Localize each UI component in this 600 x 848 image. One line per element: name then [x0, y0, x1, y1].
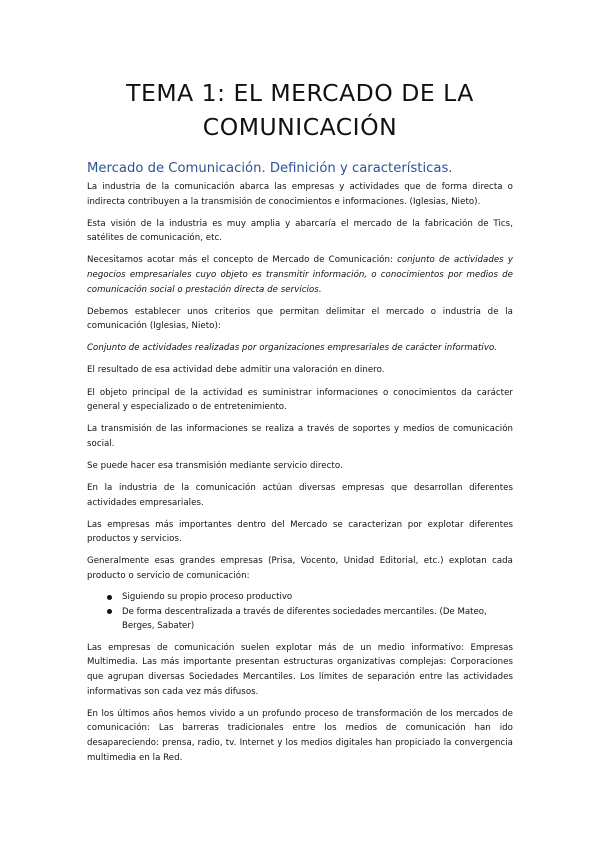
paragraph-3-lead: Necesitamos acotar más el concepto de Mercado de Comunicación: [87, 255, 398, 266]
paragraph-3-definition: conjunto de actividades y negocios empresariales cuyo objeto es transmitir información, o conocimientos por medios de comunicación social o prestación directa de servicios. [87, 255, 513, 295]
paragraph-8: La transmisión de las informaciones se realiza a través de soportes y medios de comunicación social. [87, 424, 513, 449]
paragraph-7: El objeto principal de la actividad es suministrar informaciones o conocimientos da carácter general y especializado o de entretenimiento. [87, 387, 513, 413]
list-item-text: De forma descentralizada a través de diferentes sociedades mercantiles. (De Mateo, Berges, Sabater) [122, 606, 487, 632]
list-item [107, 590, 513, 605]
paragraph-6: El resultado de esa actividad debe admitir una valoración en dinero. [87, 365, 385, 376]
bullet-list [87, 590, 513, 634]
paragraph-5: Conjunto de actividades realizadas por organizaciones empresariales de carácter informativo. [87, 343, 498, 354]
paragraph-1: La industria de la comunicación abarca las empresas y actividades que de forma directa o indirecta contribuyen a la transmisión de conocimientos e informaciones. (Iglesias, Nieto). [87, 182, 513, 207]
paragraph-4: Debemos establecer unos criterios que permitan delimitar el mercado o industria de la comunicación (Iglesias, Nieto): [87, 306, 513, 332]
paragraph-11: Las empresas más importantes dentro del Mercado se caracterizan por explotar diferentes productos y servicios. [87, 519, 513, 545]
paragraph-12: Generalmente esas grandes empresas (Prisa, Vocento, Unidad Editorial, etc.) explotan cada producto o servicio de comunicación: [87, 556, 513, 581]
bullet-icon [107, 609, 112, 614]
paragraph-9: Se puede hacer esa transmisión mediante servicio directo. [87, 460, 343, 471]
paragraph-3 [87, 253, 513, 297]
paragraph-2: Esta visión de la industria es muy amplia y abarcaría el mercado de la fabricación de Tics, satélites de comunicación, etc. [87, 218, 513, 244]
paragraph-13: Las empresas de comunicación suelen explotar más de un medio informativo: Empresas Multimedia. Las más importante presentan estructuras organizativas complejas: Corporaciones que agrupan diversas Sociedades Mercantiles. Los límites de separación entre las actividades informativas son cada vez más difusos. [87, 642, 513, 697]
paragraph-10: En la industria de la comunicación actúan diversas empresas que desarrollan diferentes actividades empresariales. [87, 483, 513, 508]
page-title: TEMA 1: EL MERCADO DE LA COMUNICACIÓN [126, 79, 474, 141]
paragraph-14: En los últimos años hemos vivido a un profundo proceso de transformación de los mercados de comunicación: Las barreras tradicionales entre los medios de comunicación han ido desapareciendo: prensa, radio, tv. Internet y los medios digitales han propiciado la convergencia multimedia en la Red. [87, 708, 513, 763]
list-item [107, 605, 513, 634]
list-item-text: Siguiendo su propio proceso productivo [122, 592, 293, 603]
bullet-icon [107, 595, 112, 600]
section-heading: Mercado de Comunicación. Definición y características. [87, 161, 453, 176]
